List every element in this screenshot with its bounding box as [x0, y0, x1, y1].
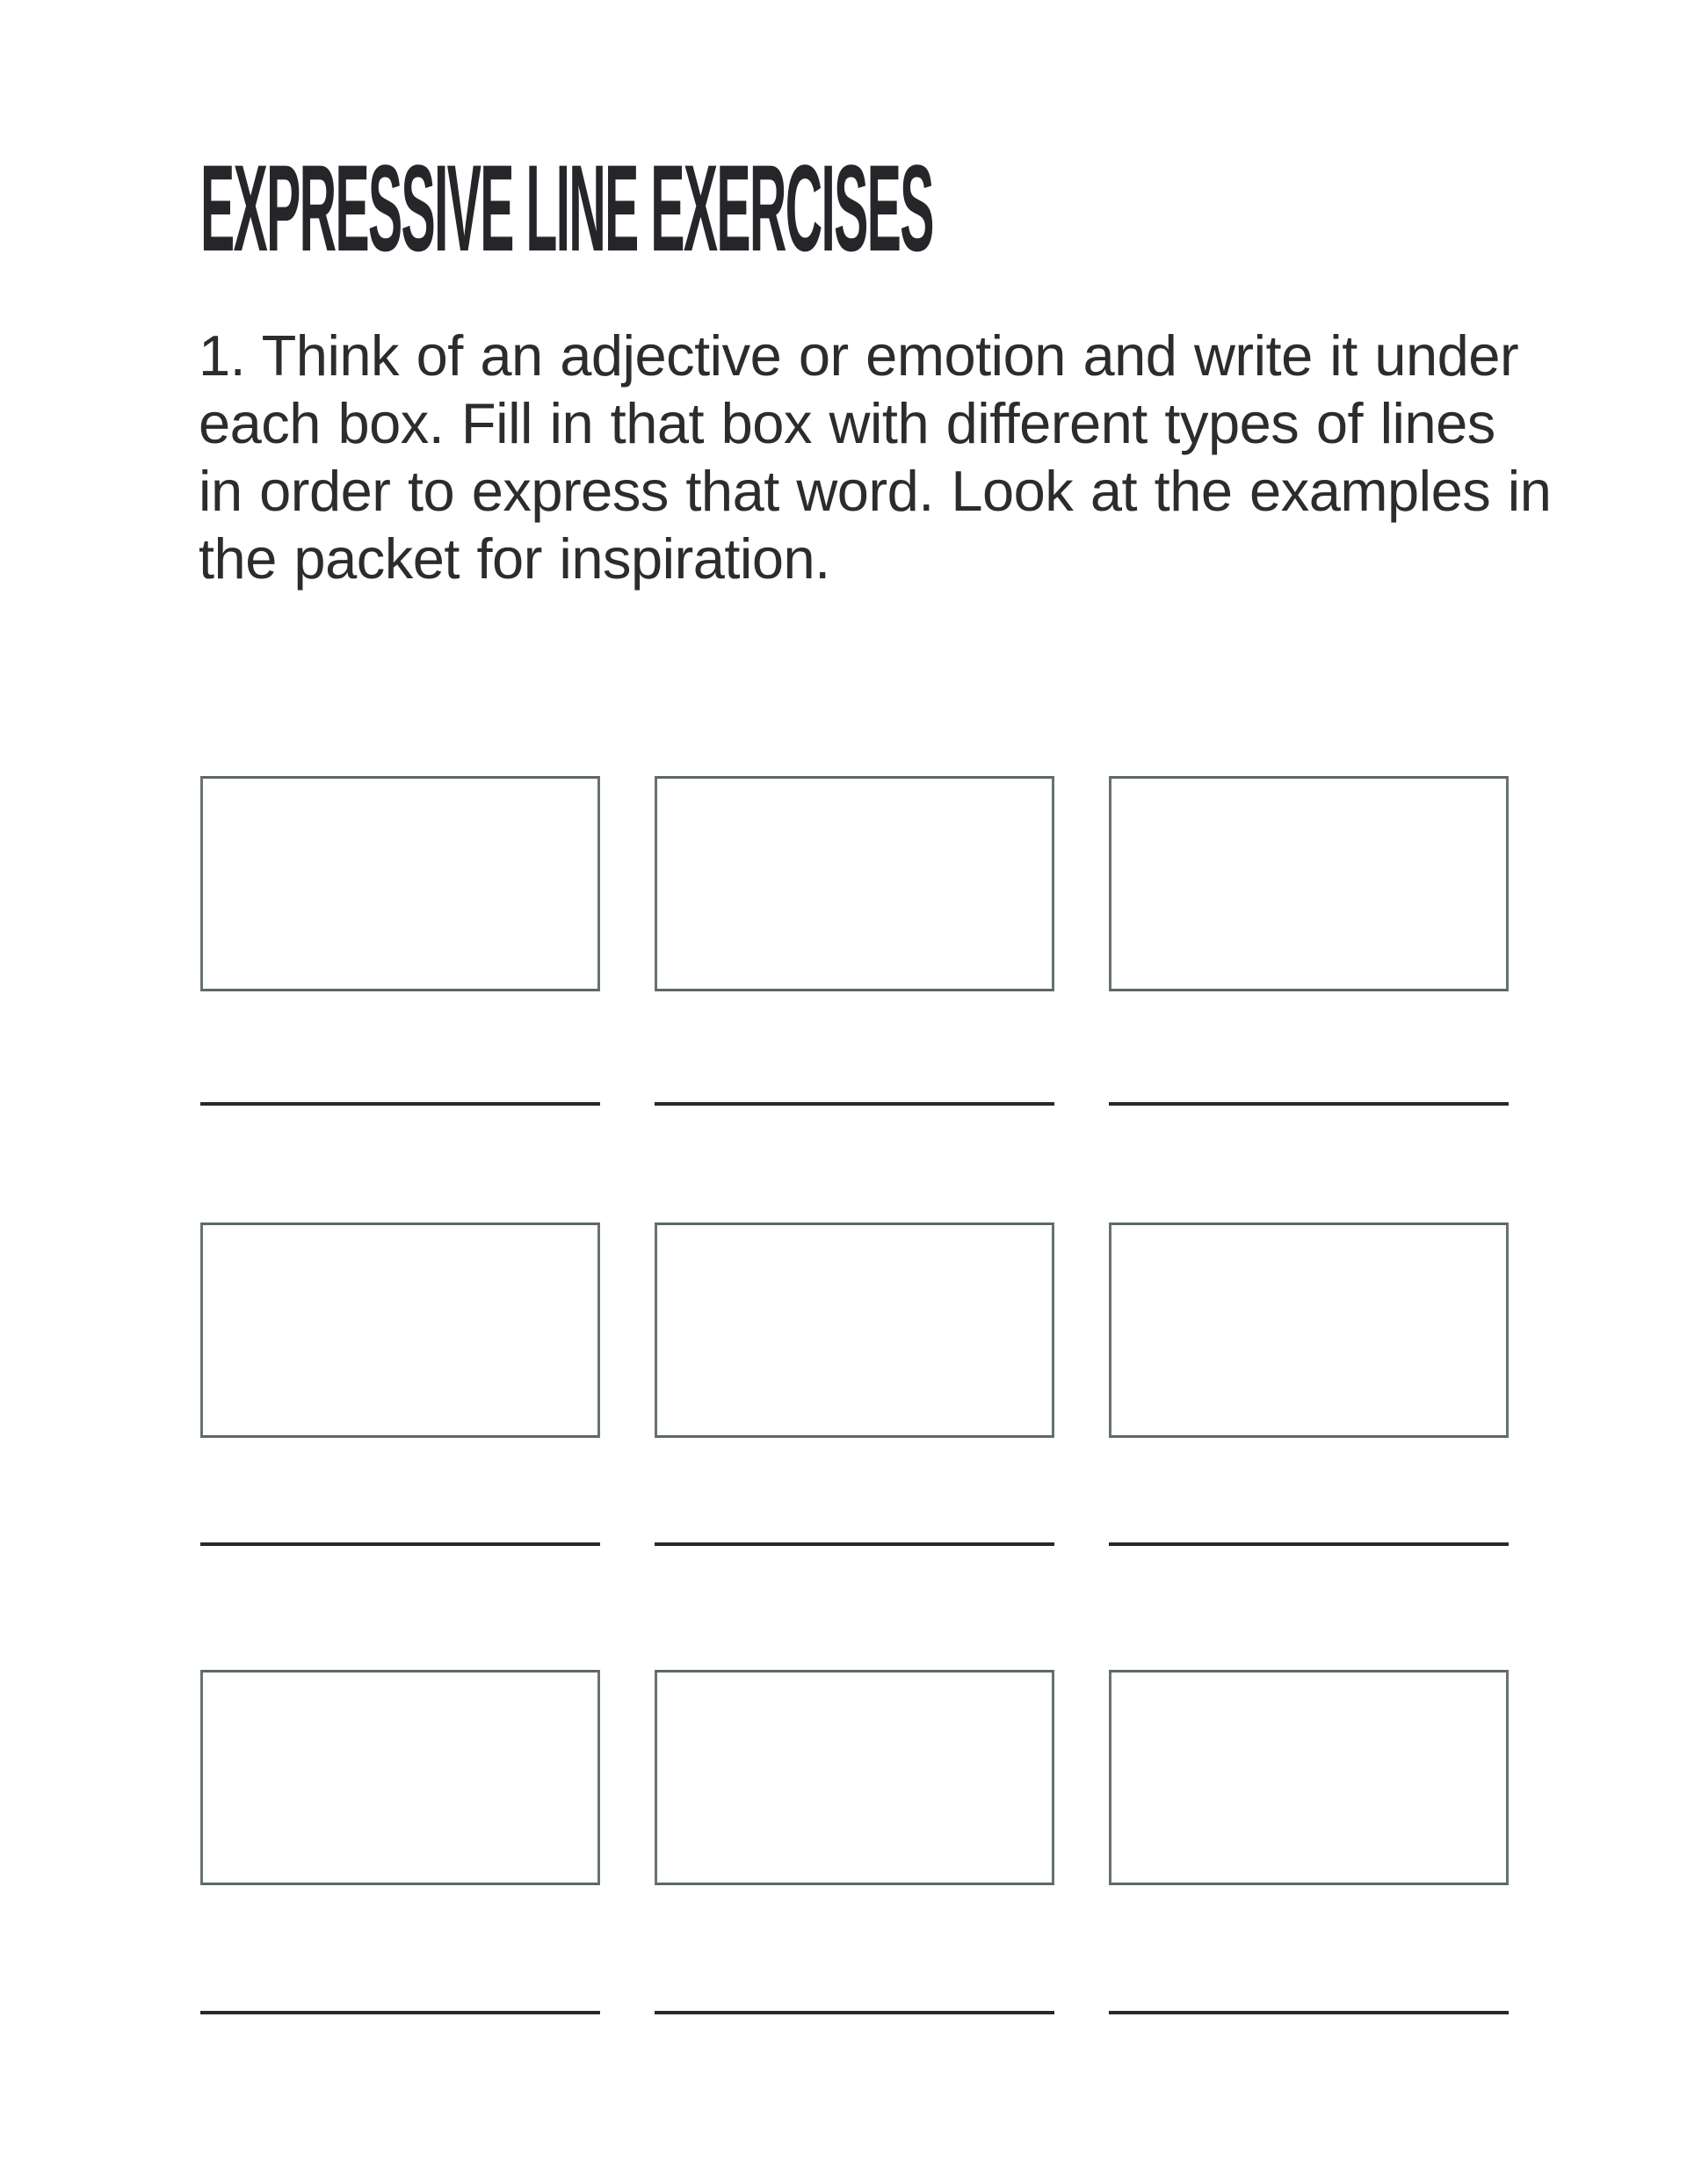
word-underline [655, 1542, 1054, 1546]
word-line-row-3 [200, 2011, 1509, 2014]
word-underline [1109, 1102, 1509, 1106]
drawing-box-row-3 [200, 1670, 1509, 1885]
instruction-line-2: each box. Fill in that box with different types of lines [199, 391, 1495, 455]
drawing-box [200, 1670, 600, 1885]
word-line-row-1 [200, 1102, 1509, 1106]
word-underline [200, 1542, 600, 1546]
instruction-line-1: 1. Think of an adjective or emotion and write it under [199, 323, 1519, 388]
drawing-box [200, 776, 600, 991]
page-title: EXPRESSIVE LINE EXERCISES [200, 139, 933, 277]
drawing-box [655, 776, 1054, 991]
drawing-box [655, 1670, 1054, 1885]
drawing-box-row-2 [200, 1223, 1509, 1438]
drawing-box [1109, 776, 1509, 991]
word-underline [1109, 2011, 1509, 2014]
instruction-line-4: the packet for inspiration. [199, 526, 830, 591]
drawing-box [1109, 1223, 1509, 1438]
drawing-box [200, 1223, 600, 1438]
instruction-line-3: in order to express that word. Look at the examples in [199, 459, 1552, 523]
drawing-box-row-1 [200, 776, 1509, 991]
word-underline [1109, 1542, 1509, 1546]
word-underline [655, 2011, 1054, 2014]
instruction-paragraph [199, 322, 1551, 592]
word-underline [200, 2011, 600, 2014]
word-underline [200, 1102, 600, 1106]
drawing-box [655, 1223, 1054, 1438]
word-underline [655, 1102, 1054, 1106]
drawing-box [1109, 1670, 1509, 1885]
word-line-row-2 [200, 1542, 1509, 1546]
